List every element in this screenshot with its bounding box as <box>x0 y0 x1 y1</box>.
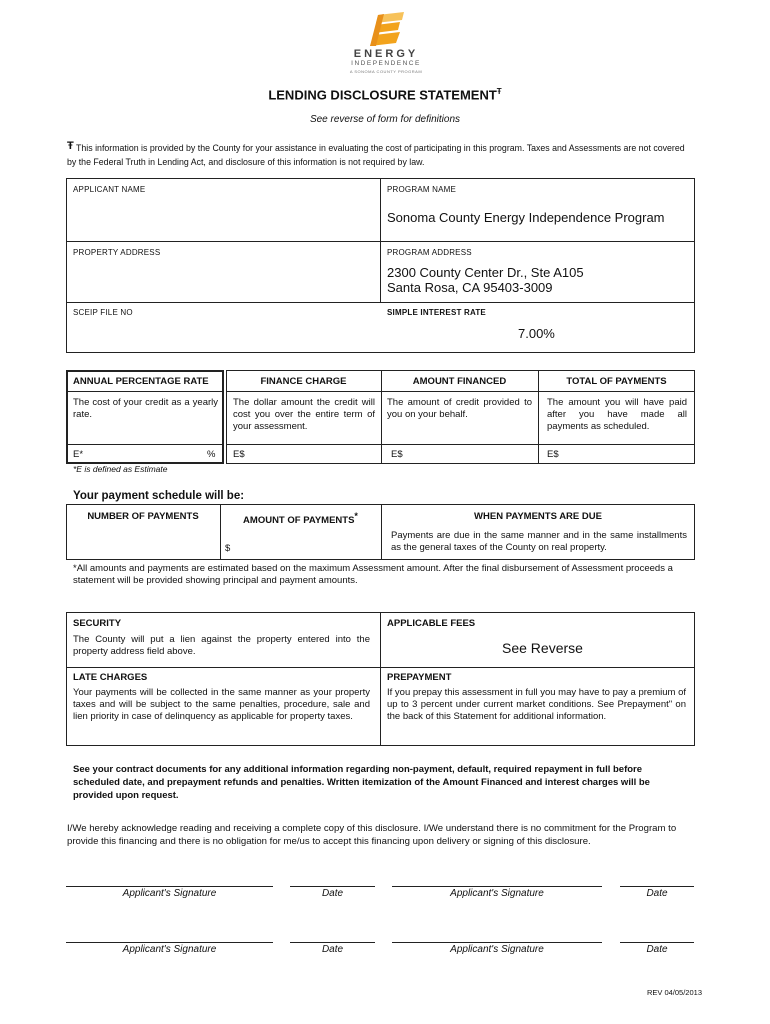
title-footnote-mark: Ŧ <box>496 87 502 96</box>
apr-header: ANNUAL PERCENTAGE RATE <box>73 376 209 387</box>
interest-rate-value: 7.00% <box>518 326 555 341</box>
schedule-note: *All amounts and payments are estimated based on the maximum Assessment amount. After the final disbursement of Assessment proceeds a statement will be provided showing principal and payment amounts. <box>73 563 673 586</box>
applicant-signature-1[interactable]: Applicant's Signature <box>122 888 217 899</box>
amount-financed-desc: The amount of credit provided to you on your behalf. <box>387 397 532 420</box>
revision-label: REV 04/05/2013 <box>646 988 702 997</box>
page-subtitle: See reverse of form for definitions <box>309 114 461 125</box>
late-charges-text: Your payments will be collected in the same manner as your property taxes and will be subject to the same penalties, procedure, sale and lien priority in case of delinquency as applicable for property taxes. <box>73 687 370 722</box>
date-2[interactable]: Date <box>646 888 668 899</box>
logo-tagline: A SONOMA COUNTY PROGRAM <box>349 69 423 74</box>
col-amount-label: AMOUNT OF PAYMENTS <box>243 515 355 527</box>
prepayment-header: PREPAYMENT <box>387 672 452 683</box>
footnote-text: This information is provided by the County for your assistance in evaluating the cost of participating in this program. Taxes and Assessments are not covered by the Federal Truth in Lending Act, and disclosure of this information is not required by law. <box>67 143 685 167</box>
logo-sub: INDEPENDENCE <box>351 60 421 67</box>
sceip-file-label: SCEIP FILE NO <box>73 308 133 317</box>
col-amount-of-payments <box>220 511 381 526</box>
applicant-signature-2[interactable]: Applicant's Signature <box>450 888 544 899</box>
program-address-label: PROGRAM ADDRESS <box>387 248 472 257</box>
property-address-field[interactable] <box>67 260 379 301</box>
apr-unit: % <box>207 449 216 460</box>
schedule-heading: Your payment schedule will be: <box>73 490 245 502</box>
date-1[interactable]: Date <box>321 888 344 899</box>
applicant-name-label: APPLICANT NAME <box>73 185 146 194</box>
when-due-cell: Payments are due in the same manner and in the same installments as the general taxes of the County on real property. <box>391 530 687 553</box>
program-name-value: Sonoma County Energy Independence Program <box>387 210 665 225</box>
logo-mark-icon <box>340 10 432 48</box>
program-address-line2: Santa Rosa, CA 95403-3009 <box>387 280 553 295</box>
amount-financed-value: E$ <box>391 449 403 460</box>
interest-rate-label: SIMPLE INTEREST RATE <box>387 308 486 317</box>
program-address-line1: 2300 County Center Dr., Ste A105 <box>387 265 584 280</box>
date-3[interactable]: Date <box>321 944 344 955</box>
total-payments-value: E$ <box>547 449 559 460</box>
number-of-payments-cell[interactable] <box>67 526 219 559</box>
applicant-signature-4[interactable]: Applicant's Signature <box>450 944 544 955</box>
total-payments-header: TOTAL OF PAYMENTS <box>566 376 667 387</box>
contract-note: See your contract documents for any additional information regarding non-payment, default, required repayment in full before scheduled date, and prepayment refunds and penalties. Written itemization of the Amount Financed and interest charges will be provided upon request. <box>73 764 650 801</box>
col-when-due: WHEN PAYMENTS ARE DUE <box>474 511 602 522</box>
finance-charge-desc: The dollar amount the credit will cost you over the entire term of your assessment. <box>233 397 375 432</box>
date-4[interactable]: Date <box>646 944 668 955</box>
property-address-label: PROPERTY ADDRESS <box>73 248 161 257</box>
footnote-mark: Ŧ <box>67 140 74 152</box>
col-amount-mark: * <box>354 511 358 521</box>
acknowledgement: I/We hereby acknowledge reading and receiving a complete copy of this disclosure. I/We understand there is no commitment for the Program to provide this financing and there is no obligation for me/us to accept this financing upon delivery or signing of this disclosure. <box>67 823 677 847</box>
applicable-fees-text: See Reverse <box>502 640 583 656</box>
sceip-file-field[interactable] <box>67 320 379 352</box>
program-name-label: PROGRAM NAME <box>387 185 457 194</box>
amount-financed-header: AMOUNT FINANCED <box>412 376 507 387</box>
late-charges-header: LATE CHARGES <box>73 672 148 683</box>
security-text: The County will put a lien against the property entered into the property address field above. <box>73 634 370 657</box>
apr-value: E* <box>73 449 84 460</box>
security-header: SECURITY <box>73 618 122 629</box>
prepayment-text: If you prepay this assessment in full you may have to pay a premium of up to 3 percent under current market conditions. See Prepayment" on the back of this Statement for additional information. <box>387 687 686 722</box>
finance-charge-header: FINANCE CHARGE <box>260 376 347 387</box>
apr-desc: The cost of your credit as a yearly rate. <box>73 397 218 420</box>
footnote <box>67 139 695 169</box>
total-payments-desc: The amount you will have paid after you have made all payments as scheduled. <box>547 397 687 432</box>
energy-independence-logo <box>340 10 432 76</box>
col-number-of-payments: NUMBER OF PAYMENTS <box>87 511 199 522</box>
logo-name: ENERGY <box>353 48 419 60</box>
applicant-name-field[interactable] <box>67 198 379 240</box>
page-title-text: LENDING DISCLOSURE STATEMENT <box>268 87 497 103</box>
estimate-note: *E is defined as Estimate <box>73 464 168 474</box>
page-title <box>0 87 770 102</box>
applicable-fees-header: APPLICABLE FEES <box>387 618 476 629</box>
amount-of-payments-cell[interactable]: $ <box>225 543 231 554</box>
applicant-signature-3[interactable]: Applicant's Signature <box>122 944 217 955</box>
finance-charge-value: E$ <box>233 449 245 460</box>
